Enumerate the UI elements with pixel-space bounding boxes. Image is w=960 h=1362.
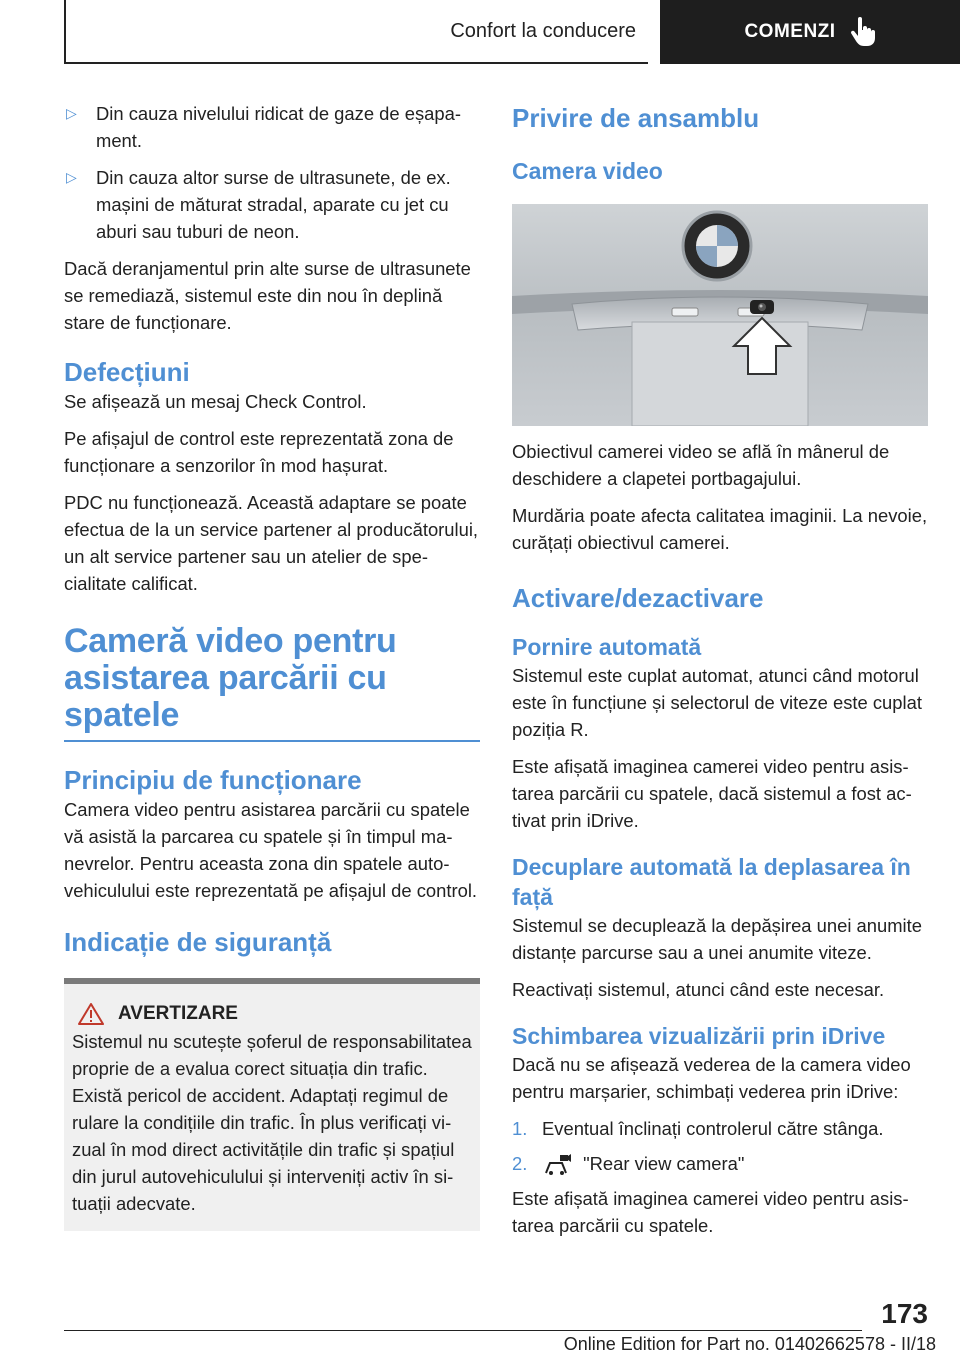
auto-on-heading: Pornire automată	[512, 634, 702, 660]
defects-heading: Defecțiuni	[64, 357, 190, 387]
overview-heading: Privire de ansamblu	[512, 103, 760, 133]
bullet-text: Din cauza altor surse de ultrasunete, de ex. mașini de măturat stradal, aparate cu jet cu aburi sau tuburi de neon.	[96, 167, 451, 242]
bullet-item	[64, 164, 480, 245]
auto-off-paragraph-1: Sistemul se decuplează la depășirea unei anumite distanțe parcurse sau a unei anumite viteze.	[512, 915, 922, 963]
view-heading: Schimbarea vizualizării prin iDrive	[512, 1023, 886, 1049]
auto-off-paragraph-2: Reactivați sistemul, atunci când este necesar.	[512, 979, 885, 1000]
chapter-title: Cameră video pentru asistarea parcării cu spatele	[64, 622, 397, 734]
right-column	[512, 100, 928, 1249]
defects-paragraph-1: Se afișează un mesaj Check Control.	[64, 391, 367, 412]
tailgate-camera-illustration	[512, 204, 928, 426]
interference-paragraph: Dacă deranjamentul prin alte surse de ultrasunete se remediază, sistemul este din nou în deplină stare de funcționare.	[64, 258, 471, 333]
footer-edition[interactable]: Online Edition for Part no. 01402662578 - II/18	[563, 1334, 936, 1354]
principle-heading: Principiu de funcționare	[64, 765, 362, 795]
warning-triangle-icon	[78, 1002, 104, 1026]
step-text-row	[542, 1150, 744, 1177]
view-paragraph-2: Este afișată imaginea camerei video pentru asistarea parcării cu spatele.	[512, 1188, 909, 1237]
step-text: Eventual înclinați controlerul către stânga.	[542, 1118, 884, 1139]
warning-title: AVERTIZARE	[118, 1003, 238, 1024]
bullet-text: Din cauza nivelului ridicat de gaze de eșapament.	[96, 103, 461, 151]
camera-heading: Camera video	[512, 158, 663, 184]
header-section-label: Confort la conducere	[450, 19, 636, 42]
triangle-bullet-icon: ▷	[66, 105, 77, 121]
header-tab-label: COMENZI	[744, 21, 836, 42]
bullet-item	[64, 100, 480, 154]
auto-on-paragraph-1: Sistemul este cuplat automat, atunci când motorul este în funcțiune și selectorul de viteze este cuplat poziția R.	[512, 665, 922, 740]
warning-text: Sistemul nu scutește șoferul de responsabilitatea proprie de a evalua corect situația din trafic. Există pericol de accident. Adaptați regimul de rulare la condițiile din trafic. În plus verificați vizual în mod direct activitățile din trafic și spațiul din jurul autovehiculului și interveniți activ în situații adecvate.	[72, 1031, 472, 1214]
pointing-hand-icon	[850, 17, 876, 47]
rear-camera-lens-icon	[750, 300, 774, 314]
camera-paragraph-1: Obiectivul camerei video se află în mânerul de deschidere a clapetei portbagajului.	[512, 441, 890, 489]
auto-off-heading: Decuplare automată la deplasarea în față	[512, 854, 911, 910]
principle-paragraph: Camera video pentru asistarea parcării cu spatele vă asistă la parcarea cu spatele și în timpul manevrelor. Pentru aceasta zona din spatele autovehiculului este reprezentată pe afișajul de control.	[64, 799, 478, 901]
step-number: 2.	[512, 1153, 528, 1174]
header-section-title[interactable]	[66, 0, 650, 62]
step-item	[512, 1115, 928, 1142]
safety-heading: Indicație de siguranță	[64, 927, 332, 957]
camera-paragraph-2: Murdăria poate afecta calitatea imaginii. La nevoie, curățați obiectivul camerei.	[512, 505, 928, 553]
bmw-logo-icon	[683, 212, 751, 280]
warning-title-row	[78, 1002, 472, 1026]
step-item	[512, 1150, 928, 1177]
camera-photo	[512, 204, 928, 426]
auto-on-paragraph-2: Este afișată imaginea camerei video pentru asistarea parcării cu spatele, dacă sistemul a fost activat prin iDrive.	[512, 756, 912, 831]
step-text: "Rear view camera"	[583, 1153, 745, 1174]
view-paragraph-1: Dacă nu se afișează vederea de la camera video pentru marșarier, schimbați vederea prin iDrive:	[512, 1054, 911, 1102]
defects-paragraph-3: PDC nu funcționează. Această adaptare se poate efectua de la un service partener al producătorului, un alt service partener sau un atelier de specialitate calificat.	[64, 492, 479, 594]
activation-heading: Activare/dezactivare	[512, 583, 764, 613]
header-bottom-rule	[64, 62, 648, 64]
triangle-bullet-icon: ▷	[66, 169, 77, 185]
warning-box	[64, 978, 480, 1231]
step-number: 1.	[512, 1118, 528, 1139]
left-column	[64, 100, 480, 1231]
defects-paragraph-2: Pe afișajul de control este reprezentată zona de funcționare a senzorilor în mod hașurat.	[64, 428, 454, 476]
header-tab-comenzi[interactable]	[660, 0, 960, 64]
pdc-camera-icon[interactable]	[542, 1153, 572, 1177]
page-number: 173	[881, 1298, 928, 1329]
chapter-title-rule	[64, 740, 480, 742]
footer-rule	[64, 1330, 862, 1331]
